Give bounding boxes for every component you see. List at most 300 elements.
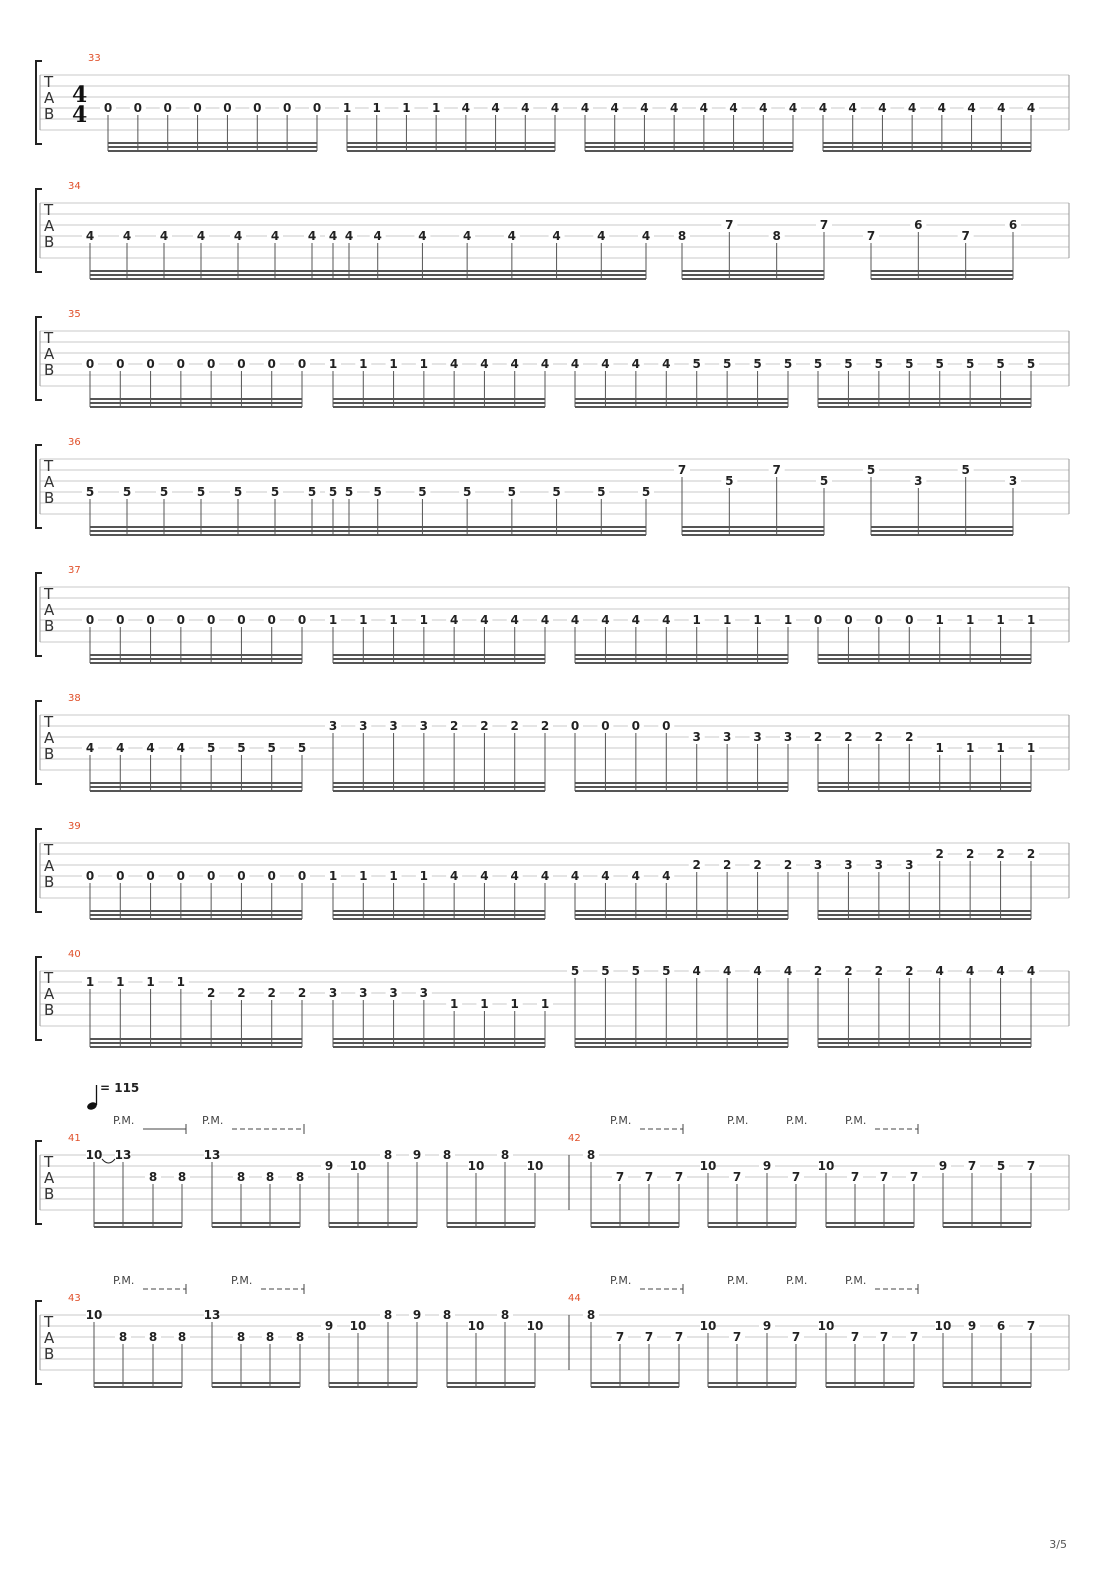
fret-number: 4 — [159, 229, 169, 243]
fret-number: 4 — [122, 229, 132, 243]
fret-number: 0 — [237, 613, 246, 627]
fret-number: 1 — [965, 741, 975, 755]
fret-number: 1 — [328, 357, 338, 371]
fret-number: 8 — [148, 1330, 158, 1344]
tab-clef-letter: B — [44, 233, 55, 251]
fret-number: 4 — [699, 101, 709, 115]
note-beam — [90, 526, 349, 528]
fret-number: 0 — [176, 613, 186, 627]
fret-number: 4 — [85, 229, 95, 243]
fret-number: 0 — [662, 719, 671, 733]
note-beam — [90, 402, 302, 404]
fret-number: 4 — [631, 869, 641, 883]
fret-number: 2 — [965, 847, 975, 861]
fret-number: 6 — [1008, 218, 1018, 232]
fret-number: 4 — [449, 613, 459, 627]
note-beam — [90, 654, 302, 656]
system-bracket — [36, 957, 42, 1040]
fret-number: 7 — [866, 229, 876, 243]
fret-number: 4 — [491, 101, 500, 115]
note-beam — [333, 270, 646, 272]
fret-number: 3 — [328, 719, 338, 733]
note-beam — [90, 278, 349, 280]
fret-number: 5 — [237, 741, 246, 755]
fret-number: 5 — [819, 474, 829, 488]
fret-number: 4 — [550, 101, 560, 115]
fret-number: 4 — [1026, 101, 1036, 115]
note-beam — [575, 406, 788, 408]
fret-number: 1 — [419, 357, 429, 371]
tab-system — [36, 565, 1069, 664]
fret-number: 3 — [359, 986, 368, 1000]
fret-number: 4 — [935, 964, 944, 978]
fret-number: 4 — [601, 869, 610, 883]
fret-number: 5 — [122, 485, 132, 499]
note-beam — [333, 786, 545, 788]
note-beam — [871, 274, 1013, 276]
fret-number: 2 — [206, 986, 216, 1000]
fret-number: 0 — [133, 101, 143, 115]
fret-number: 4 — [510, 613, 519, 627]
tempo-marking: = 115 — [100, 1081, 140, 1095]
tab-system — [36, 1133, 1069, 1228]
fret-number: 10 — [699, 1319, 717, 1333]
fret-number: 5 — [935, 357, 944, 371]
note-beam — [333, 526, 646, 528]
fret-number: 8 — [500, 1308, 510, 1322]
fret-number: 5 — [373, 485, 382, 499]
fret-number: 7 — [677, 463, 687, 477]
fret-number: 9 — [762, 1319, 772, 1333]
note-beam — [575, 654, 788, 656]
measure-number: 35 — [68, 309, 81, 320]
fret-number: 2 — [844, 964, 853, 978]
fret-number: 5 — [1026, 357, 1036, 371]
fret-number: 6 — [996, 1319, 1006, 1333]
fret-number: 2 — [297, 986, 307, 1000]
fret-number: 5 — [159, 485, 169, 499]
tab-clef-letter: B — [44, 1185, 55, 1203]
note-beam — [575, 918, 788, 920]
fret-number: 1 — [389, 357, 398, 371]
fret-number: 7 — [644, 1330, 654, 1344]
fret-number: 3 — [328, 986, 338, 1000]
fret-number: 5 — [692, 357, 701, 371]
fret-number: 2 — [905, 964, 914, 978]
note-beam — [333, 654, 545, 656]
fret-number: 0 — [103, 101, 113, 115]
note-beam — [818, 786, 1031, 788]
note-beam — [575, 1038, 788, 1040]
note-beam — [212, 1386, 300, 1388]
fret-number: 10 — [349, 1159, 367, 1173]
fret-number: 4 — [373, 229, 382, 243]
note-beam — [818, 790, 1031, 792]
fret-number: 5 — [866, 463, 876, 477]
fret-number: 1 — [146, 975, 155, 989]
tab-clef-letter: T — [44, 969, 54, 987]
fret-number: 4 — [997, 101, 1006, 115]
fret-number: 2 — [510, 719, 519, 733]
page-number: 3/5 — [1049, 1538, 1067, 1551]
fret-number: 3 — [692, 730, 701, 744]
fret-number: 10 — [467, 1319, 485, 1333]
fret-number: 7 — [725, 218, 734, 232]
note-beam — [575, 782, 788, 784]
fret-number: 3 — [389, 986, 398, 1000]
fret-number: 5 — [507, 485, 517, 499]
note-beam — [823, 150, 1031, 152]
fret-number: 0 — [297, 613, 307, 627]
fret-number: 4 — [662, 869, 671, 883]
fret-number: 4 — [480, 869, 489, 883]
fret-number: 4 — [641, 229, 651, 243]
fret-number: 0 — [206, 357, 216, 371]
fret-number: 3 — [419, 719, 429, 733]
fret-number: 0 — [297, 357, 307, 371]
fret-number: 4 — [907, 101, 917, 115]
fret-number: 7 — [1026, 1319, 1036, 1333]
fret-number: 0 — [297, 869, 307, 883]
fret-number: 3 — [389, 719, 398, 733]
measure-number: 38 — [68, 693, 81, 704]
note-beam — [447, 1226, 535, 1228]
fret-number: 2 — [237, 986, 246, 1000]
fret-number: 0 — [237, 869, 246, 883]
fret-number: 1 — [419, 613, 429, 627]
fret-number: 4 — [631, 613, 641, 627]
fret-number: 8 — [586, 1148, 596, 1162]
fret-number: 0 — [267, 613, 276, 627]
tab-system — [36, 309, 1069, 408]
fret-number: 4 — [510, 869, 519, 883]
fret-number: 0 — [223, 101, 232, 115]
fret-number: 0 — [176, 357, 186, 371]
note-beam — [682, 270, 824, 272]
note-beam — [826, 1382, 914, 1384]
fret-number: 2 — [905, 730, 914, 744]
note-beam — [585, 146, 793, 148]
fret-number: 0 — [905, 613, 914, 627]
fret-number: 5 — [753, 357, 762, 371]
note-beam — [90, 1038, 302, 1040]
tab-clef-letter: A — [44, 601, 55, 619]
fret-number: 5 — [597, 485, 606, 499]
fret-number: 5 — [462, 485, 472, 499]
note-beam — [333, 662, 545, 664]
fret-number: 1 — [935, 613, 944, 627]
palm-mute-label: P.M. — [231, 1274, 253, 1287]
note-beam — [585, 150, 793, 152]
fret-number: 1 — [359, 357, 368, 371]
fret-number: 4 — [848, 101, 857, 115]
tab-clef-letter: B — [44, 617, 55, 635]
fret-number: 5 — [996, 357, 1005, 371]
fret-number: 10 — [934, 1319, 952, 1333]
fret-number: 5 — [641, 485, 651, 499]
fret-number: 7 — [615, 1330, 625, 1344]
note-beam — [818, 398, 1031, 400]
fret-number: 8 — [295, 1170, 305, 1184]
fret-number: 3 — [874, 858, 884, 872]
fret-number: 4 — [176, 741, 186, 755]
note-beam — [818, 910, 1031, 912]
note-beam — [333, 1038, 545, 1040]
fret-number: 4 — [570, 357, 580, 371]
note-beam — [90, 786, 302, 788]
note-beam — [333, 658, 545, 660]
time-signature-top: 4 — [72, 82, 88, 108]
fret-number: 7 — [732, 1330, 742, 1344]
fret-number: 4 — [783, 964, 793, 978]
fret-number: 4 — [449, 869, 459, 883]
tab-clef-letter: B — [44, 105, 55, 123]
fret-number: 9 — [762, 1159, 772, 1173]
note-beam — [108, 142, 317, 144]
fret-number: 0 — [570, 719, 580, 733]
fret-number: 4 — [722, 964, 732, 978]
fret-number: 4 — [196, 229, 206, 243]
note-beam — [94, 1222, 182, 1224]
fret-number: 4 — [418, 229, 427, 243]
fret-number: 4 — [692, 964, 701, 978]
fret-number: 3 — [914, 474, 923, 488]
fret-number: 7 — [791, 1170, 801, 1184]
fret-number: 5 — [601, 964, 610, 978]
fret-number: 1 — [996, 613, 1005, 627]
note-beam — [818, 662, 1031, 664]
fret-number: 4 — [967, 101, 976, 115]
note-beam — [347, 142, 555, 144]
tab-clef-letter: T — [44, 457, 54, 475]
note-beam — [347, 146, 555, 148]
fret-number: 7 — [732, 1170, 742, 1184]
note-beam — [943, 1226, 1031, 1228]
fret-number: 2 — [935, 847, 944, 861]
system-bracket — [36, 189, 42, 272]
fret-number: 1 — [372, 101, 381, 115]
fret-number: 7 — [772, 463, 781, 477]
fret-number: 1 — [753, 613, 762, 627]
fret-number: 7 — [819, 218, 829, 232]
fret-number: 1 — [389, 869, 398, 883]
note-beam — [90, 1046, 302, 1048]
fret-number: 5 — [722, 357, 732, 371]
system-bracket — [36, 1141, 42, 1224]
note-beam — [447, 1222, 535, 1224]
fret-number: 8 — [500, 1148, 510, 1162]
fret-number: 0 — [237, 357, 246, 371]
fret-number: 5 — [418, 485, 427, 499]
system-bracket — [36, 317, 42, 400]
fret-number: 9 — [967, 1319, 977, 1333]
fret-number: 2 — [540, 719, 550, 733]
fret-number: 3 — [783, 730, 793, 744]
fret-number: 4 — [270, 229, 280, 243]
note-beam — [871, 530, 1013, 532]
note-beam — [333, 918, 545, 920]
note-beam — [333, 274, 646, 276]
fret-number: 9 — [324, 1319, 334, 1333]
tab-clef-letter: T — [44, 841, 54, 859]
fret-number: 1 — [359, 869, 368, 883]
fret-number: 5 — [725, 474, 734, 488]
palm-mute-label: P.M. — [113, 1274, 135, 1287]
measure-number: 43 — [68, 1293, 81, 1304]
fret-number: 2 — [753, 858, 762, 872]
note-beam — [329, 1382, 417, 1384]
note-beam — [871, 270, 1013, 272]
measure-number: 39 — [68, 821, 81, 832]
fret-number: 4 — [552, 229, 561, 243]
fret-number: 0 — [267, 869, 276, 883]
fret-number: 4 — [328, 229, 338, 243]
note-beam — [90, 1042, 302, 1044]
note-beam — [575, 1042, 788, 1044]
system-bracket — [36, 1301, 42, 1384]
note-beam — [333, 406, 545, 408]
fret-number: 7 — [967, 1159, 977, 1173]
fret-number: 1 — [431, 101, 441, 115]
fret-number: 4 — [480, 613, 489, 627]
note-beam — [333, 790, 545, 792]
fret-number: 2 — [874, 964, 884, 978]
note-beam — [333, 1042, 545, 1044]
tab-system — [36, 821, 1069, 920]
system-bracket — [36, 829, 42, 912]
fret-number: 4 — [461, 101, 471, 115]
palm-mute-label: P.M. — [113, 1114, 135, 1127]
note-beam — [90, 530, 349, 532]
note-beam — [682, 274, 824, 276]
fret-number: 0 — [85, 613, 95, 627]
tab-clef-letter: B — [44, 1001, 55, 1019]
fret-number: 10 — [817, 1159, 835, 1173]
tab-clef-letter: T — [44, 585, 54, 603]
fret-number: 4 — [1026, 964, 1036, 978]
fret-number: 8 — [442, 1148, 452, 1162]
fret-number: 8 — [772, 229, 781, 243]
fret-number: 4 — [610, 101, 619, 115]
tab-clef-letter: A — [44, 345, 55, 363]
fret-number: 8 — [177, 1330, 187, 1344]
note-beam — [575, 786, 788, 788]
note-beam — [90, 790, 302, 792]
note-beam — [591, 1226, 679, 1228]
fret-number: 9 — [412, 1148, 422, 1162]
fret-number: 4 — [449, 357, 459, 371]
fret-number: 8 — [118, 1330, 128, 1344]
fret-number: 0 — [163, 101, 172, 115]
note-beam — [818, 1046, 1031, 1048]
fret-number: 0 — [206, 613, 216, 627]
fret-number: 10 — [85, 1148, 103, 1162]
fret-number: 1 — [419, 869, 429, 883]
note-beam — [818, 918, 1031, 920]
fret-number: 5 — [905, 357, 914, 371]
palm-mute-label: P.M. — [610, 1114, 632, 1127]
tab-clef-letter: T — [44, 713, 54, 731]
fret-number: 1 — [510, 997, 519, 1011]
fret-number: 4 — [937, 101, 947, 115]
fret-number: 4 — [307, 229, 317, 243]
fret-number: 2 — [844, 730, 853, 744]
fret-number: 5 — [631, 964, 641, 978]
note-beam — [818, 406, 1031, 408]
fret-number: 0 — [193, 101, 202, 115]
fret-number: 8 — [586, 1308, 596, 1322]
fret-number: 0 — [282, 101, 292, 115]
fret-number: 2 — [267, 986, 276, 1000]
palm-mute-label: P.M. — [845, 1274, 867, 1287]
system-bracket — [36, 445, 42, 528]
fret-number: 4 — [507, 229, 517, 243]
fret-number: 0 — [146, 357, 155, 371]
note-beam — [329, 1386, 417, 1388]
fret-number: 0 — [85, 869, 95, 883]
note-beam — [447, 1386, 535, 1388]
fret-number: 4 — [759, 101, 768, 115]
fret-number: 2 — [722, 858, 732, 872]
note-beam — [333, 782, 545, 784]
fret-number: 9 — [412, 1308, 422, 1322]
note-beam — [90, 274, 349, 276]
note-beam — [823, 146, 1031, 148]
fret-number: 13 — [203, 1148, 221, 1162]
tab-clef-letter: A — [44, 89, 55, 107]
note-beam — [682, 534, 824, 536]
fret-number: 4 — [878, 101, 887, 115]
fret-number: 5 — [570, 964, 580, 978]
fret-number: 0 — [146, 869, 155, 883]
fret-number: 5 — [344, 485, 354, 499]
note-beam — [818, 1038, 1031, 1040]
fret-number: 2 — [783, 858, 793, 872]
fret-number: 1 — [449, 997, 459, 1011]
note-beam — [90, 782, 302, 784]
note-beam — [682, 530, 824, 532]
note-beam — [94, 1386, 182, 1388]
fret-number: 4 — [580, 101, 590, 115]
fret-number: 3 — [753, 730, 762, 744]
fret-number: 4 — [540, 869, 550, 883]
slur-mark — [102, 1159, 115, 1163]
fret-number: 0 — [813, 613, 823, 627]
fret-number: 1 — [116, 975, 125, 989]
fret-number: 4 — [521, 101, 530, 115]
fret-number: 2 — [692, 858, 701, 872]
fret-number: 4 — [601, 357, 610, 371]
fret-number: 5 — [307, 485, 317, 499]
fret-number: 5 — [813, 357, 823, 371]
fret-number: 7 — [615, 1170, 625, 1184]
fret-number: 1 — [389, 613, 398, 627]
note-beam — [90, 658, 302, 660]
tab-clef-letter: B — [44, 361, 55, 379]
note-beam — [943, 1386, 1031, 1388]
note-beam — [333, 534, 646, 536]
note-beam — [90, 914, 302, 916]
note-beam — [90, 910, 302, 912]
fret-number: 4 — [788, 101, 798, 115]
note-beam — [575, 790, 788, 792]
note-beam — [575, 662, 788, 664]
fret-number: 2 — [449, 719, 459, 733]
note-beam — [90, 270, 349, 272]
note-beam — [591, 1222, 679, 1224]
fret-number: 10 — [699, 1159, 717, 1173]
tab-system — [36, 53, 1069, 152]
